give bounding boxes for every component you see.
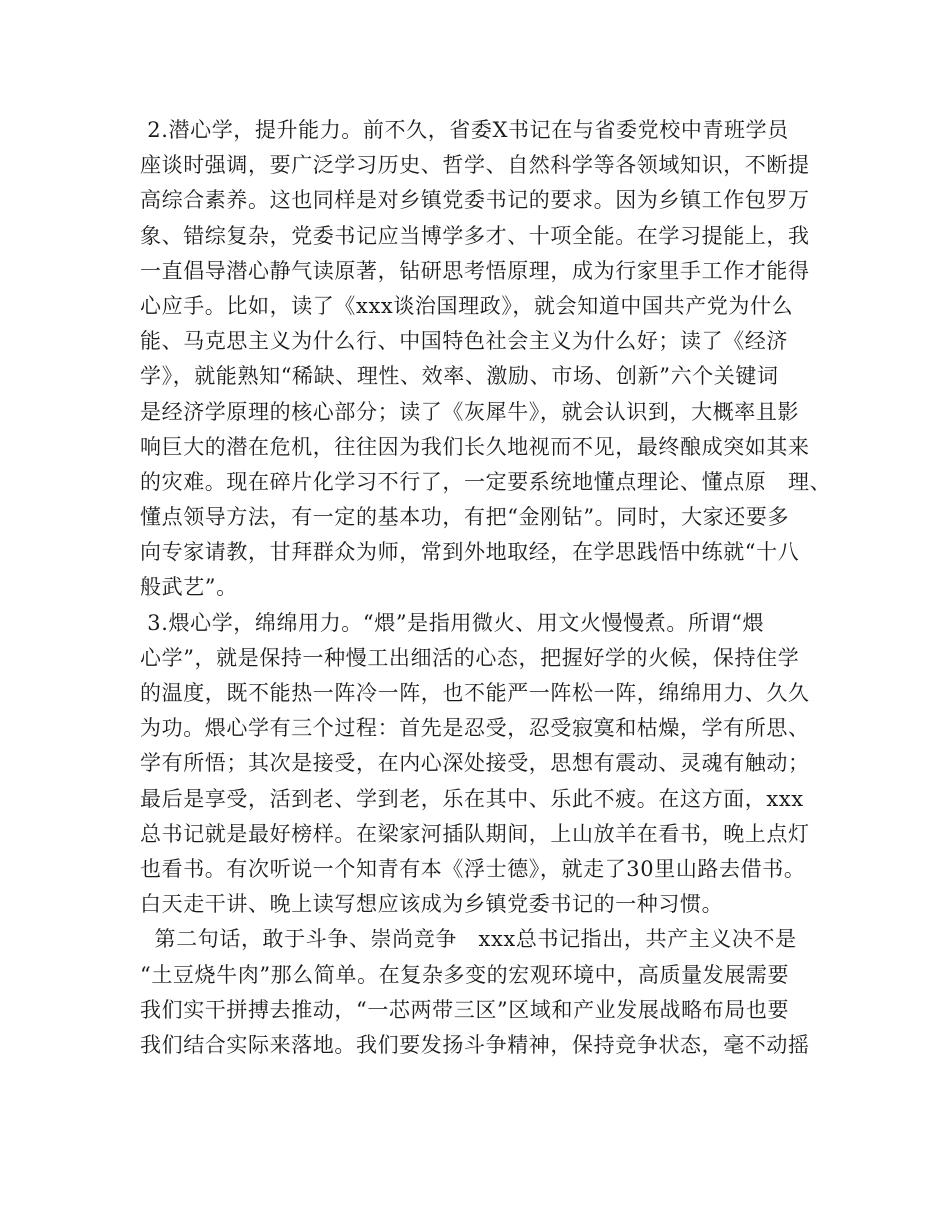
text-line: 心学”，就是保持一种慢工出细活的心态，把握好学的火候，保持住学 <box>140 645 800 670</box>
text-line: 座谈时强调，要广泛学习历史、哲学、自然科学等各领域知识，不断提 <box>140 153 810 178</box>
text-line: 学有所悟；其次是接受，在内心深处接受，思想有震动、灵魂有触动； <box>140 751 810 776</box>
text-line: 响巨大的潜在危机，往往因为我们长久地视而不见，最终酿成突如其来 <box>140 434 810 459</box>
text-line: 懂点领导方法，有一定的基本功，有把“金刚钻”。同时，大家还要多 <box>140 505 790 530</box>
text-line: 白天走干讲、晚上读写想应该成为乡镇党委书记的一种习惯。 <box>140 892 724 917</box>
text-line: 一直倡导潜心静气读原著，钻研思考悟原理，成为行家里手工作才能得 <box>140 258 810 283</box>
text-line: 是经济学原理的核心部分；读了《灰犀牛》，就会认识到，大概率且影 <box>140 399 800 424</box>
text-line: 心应手。比如，读了《xxx谈治国理政》，就会知道中国共产党为什么 <box>140 293 794 318</box>
text-line: 2.潜心学，提升能力。前不久，省委X书记在与省委党校中青班学员 <box>140 118 789 142</box>
body-text <box>140 113 840 1063</box>
text-line: 总书记就是最好榜样。在梁家河插队期间，上山放羊在看书，晚上点灯 <box>140 821 810 846</box>
text-line: 的灾难。现在碎片化学习不行了，一定要系统地懂点理论、懂点原 理、 <box>140 469 832 494</box>
text-line: 学》，就能熟知“稀缺、理性、效率、激励、市场、创新”六个关键词 <box>140 364 779 389</box>
text-line: 能、马克思主义为什么行、中国特色社会主义为什么好；读了《经济 <box>140 329 788 354</box>
text-line: 为功。煨心学有三个过程：首先是忍受，忍受寂寞和枯燥，学有所思、 <box>140 716 810 741</box>
text-line: 的温度，既不能热一阵冷一阵，也不能严一阵松一阵，绵绵用力、久久 <box>140 681 810 705</box>
text-line: 象、错综复杂，党委书记应当博学多才、十项全能。在学习提能上，我 <box>140 223 810 248</box>
text-line: 我们结合实际来落地。我们要发扬斗争精神，保持竞争状态，毫不动摇 <box>140 1032 810 1057</box>
text-line: 也看书。有次听说一个知青有本《浮士德》，就走了30里山路去借书。 <box>140 856 806 881</box>
text-line: 第二句话，敢于斗争、崇尚竞争 xxx总书记指出，共产主义决不是 <box>140 927 797 952</box>
text-line: 最后是享受，活到老、学到老，乐在其中、乐此不疲。在这方面，xxx <box>140 786 804 811</box>
text-line: 3.煨心学，绵绵用力。“煨”是指用微火、用文火慢慢煮。所谓“煨 <box>140 610 765 635</box>
text-line: 向专家请教，甘拜群众为师，常到外地取经，在学思践悟中练就“十八 <box>140 540 800 565</box>
text-line: 我们实干拼搏去推动，“一芯两带三区”区域和产业发展战略布局也要 <box>140 997 790 1022</box>
text-line: “土豆烧牛肉”那么简单。在复杂多变的宏观环境中，高质量发展需要 <box>140 962 790 987</box>
text-line: 高综合素养。这也同样是对乡镇党委书记的要求。因为乡镇工作包罗万 <box>140 188 810 213</box>
text-line: 般武艺”。 <box>140 575 238 600</box>
